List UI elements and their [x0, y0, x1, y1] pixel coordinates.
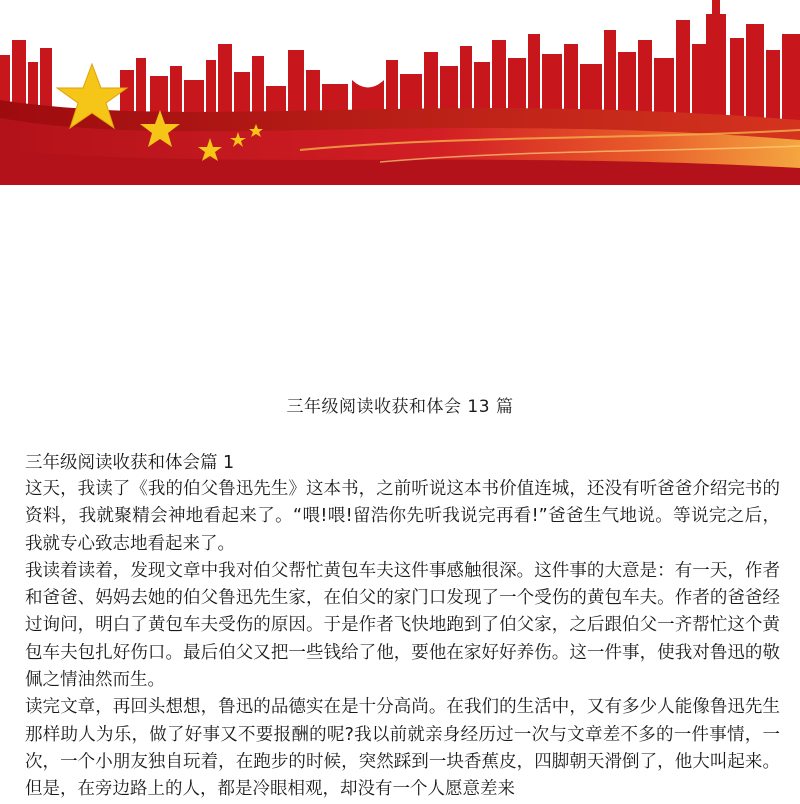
skyline-buildings	[0, 0, 800, 125]
paragraph-3: 读完文章，再回头想想，鲁迅的品德实在是十分高尚。在我们的生活中，又有多少人能像鲁迅先生那样助人为乐，做了好事又不要报酬的呢?我以前就亲身经历过一次与文章差不多的一件事情，一次，一个小朋友独自玩着，在跑步的时候，突然踩到一块香蕉皮，四脚朝天滑倒了，他大叫起来。但是，在旁边路上的人，都是冷眼相观，却没有一个人愿意差来	[25, 697, 780, 800]
document-title: 三年级阅读收获和体会 13 篇	[286, 397, 514, 417]
header-banner	[0, 0, 800, 185]
paragraph-1: 这天，我读了《我的伯父鲁迅先生》这本书，之前听说这本书价值连城，还没有听爸爸介绍完书的资料，我就聚精会神地看起来了。“喂!喂!留浩你先听我说完再看!”爸爸生气地说。等说完之后，我就专心致志地看起来了。	[25, 479, 780, 554]
section-heading: 三年级阅读收获和体会篇 1	[25, 453, 235, 473]
paragraph-2: 我读着读着，发现文章中我对伯父帮忙黄包车夫这件事感触很深。这件事的大意是：有一天，作者和爸爸、妈妈去她的伯父鲁迅先生家，在伯父的家门口发现了一个受伤的黄包车夫。作者的爸爸经过询问，明白了黄包车夫受伤的原因。于是作者飞快地跑到了伯父家，之后跟伯父一齐帮忙这个黄包车夫包扎好伤口。最后伯父又把一些钱给了他，要他在家好好养伤。这一件事，使我对鲁迅的敬佩之情油然而生。	[25, 560, 780, 691]
document-body	[25, 450, 780, 804]
city-skyline-banner-icon	[0, 0, 800, 185]
